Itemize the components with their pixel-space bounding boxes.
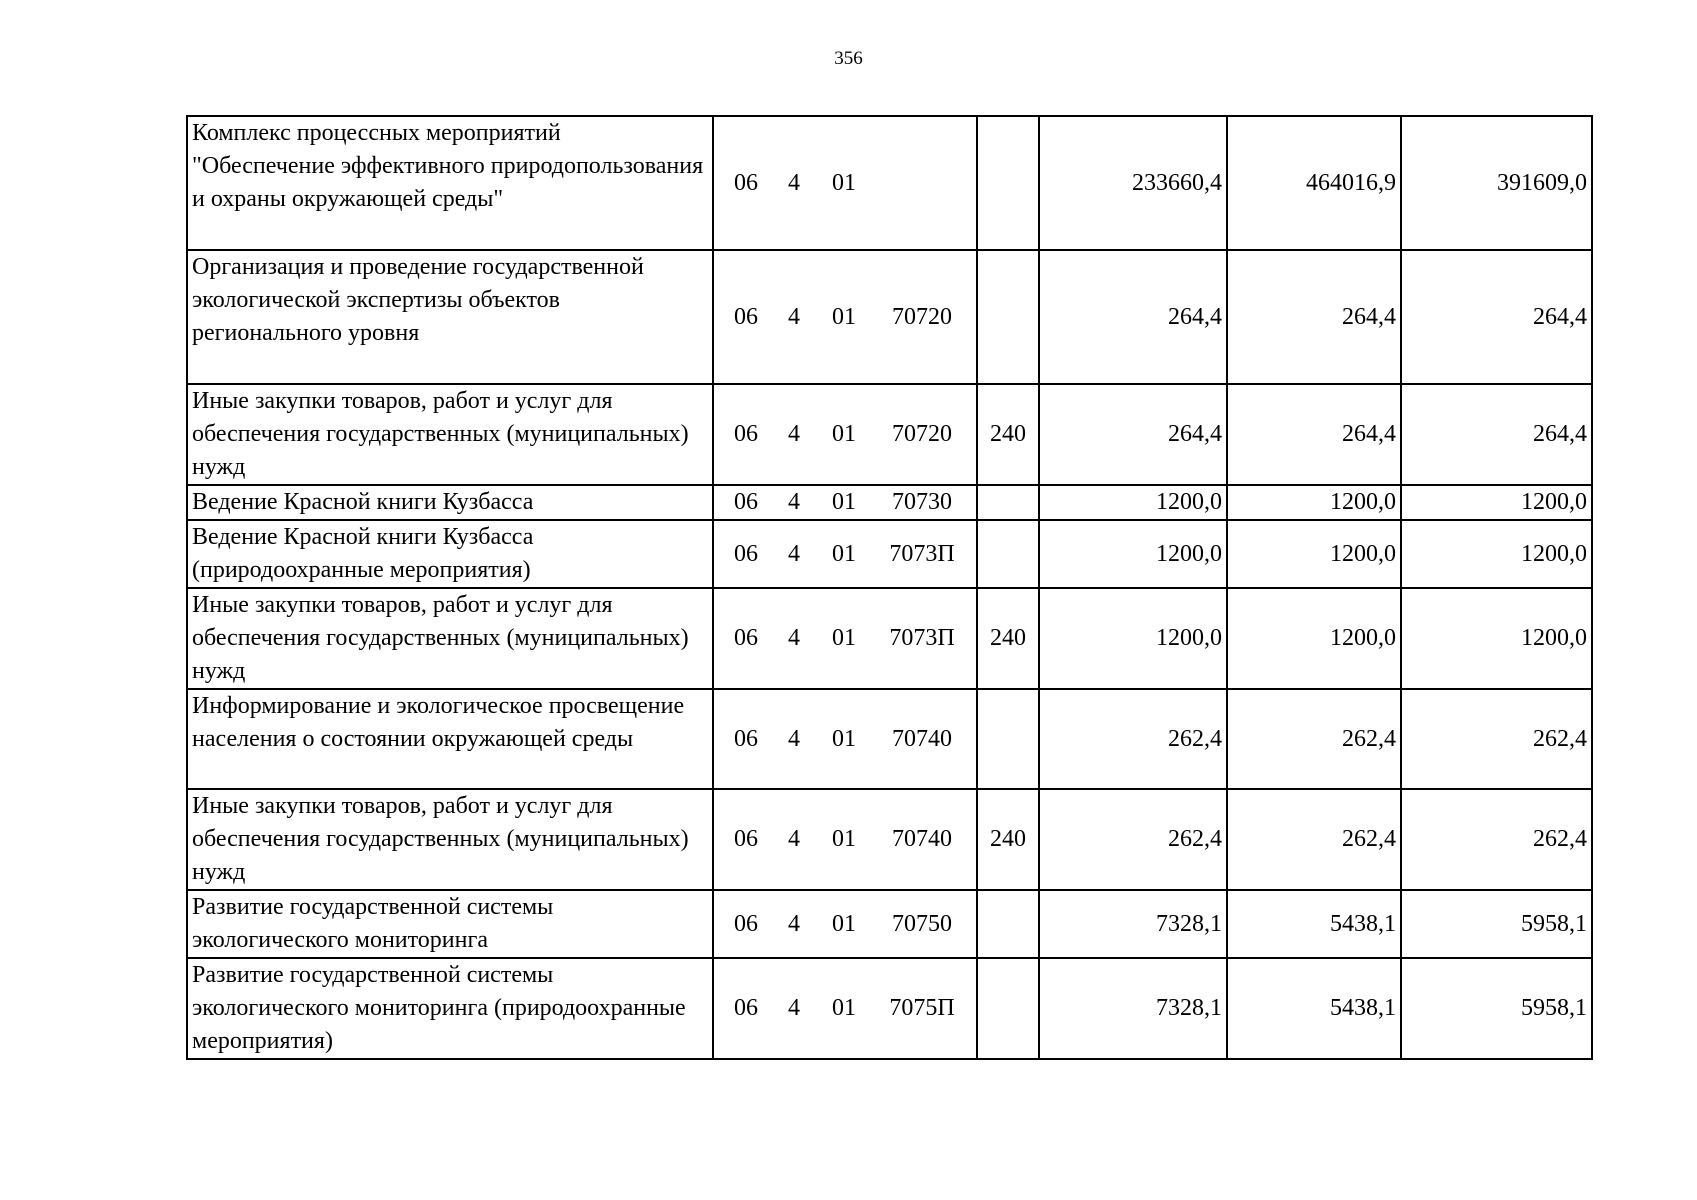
row-codes xyxy=(713,890,977,958)
row-codes xyxy=(713,588,977,689)
expense-type-code: 240 xyxy=(977,588,1039,689)
expense-type-code xyxy=(977,890,1039,958)
group-code: 01 xyxy=(832,625,856,651)
row-codes xyxy=(713,520,977,588)
amount-year-3: 1200,0 xyxy=(1401,588,1592,689)
amount-year-1: 262,4 xyxy=(1039,689,1227,789)
row-description: Организация и проведение государственной экологической экспертизы объектов регионального уровня xyxy=(187,250,713,384)
expense-type-code xyxy=(977,958,1039,1059)
expense-type-code: 240 xyxy=(977,789,1039,890)
expense-type-code xyxy=(977,689,1039,789)
row-codes xyxy=(713,958,977,1059)
group-code: 01 xyxy=(832,540,856,567)
table-row xyxy=(187,789,1592,890)
article-code: 70720 xyxy=(892,303,952,330)
amount-year-2: 264,4 xyxy=(1227,384,1401,485)
article-code: 70730 xyxy=(892,489,952,515)
amount-year-1: 262,4 xyxy=(1039,789,1227,890)
article-code: 70740 xyxy=(892,725,952,752)
amount-year-3: 391609,0 xyxy=(1401,116,1592,250)
subprogram-code: 4 xyxy=(788,725,800,752)
table-row xyxy=(187,588,1592,689)
amount-year-3: 5958,1 xyxy=(1401,890,1592,958)
row-description: Иные закупки товаров, работ и услуг для обеспечения государственных (муниципальных) нужд xyxy=(187,789,713,890)
section-code: 06 xyxy=(734,910,758,937)
group-code: 01 xyxy=(832,303,856,330)
row-description: Иные закупки товаров, работ и услуг для обеспечения государственных (муниципальных) нужд xyxy=(187,588,713,689)
amount-year-3: 264,4 xyxy=(1401,384,1592,485)
amount-year-2: 464016,9 xyxy=(1227,116,1401,250)
subprogram-code: 4 xyxy=(788,826,800,852)
amount-year-2: 1200,0 xyxy=(1227,485,1401,520)
subprogram-code: 4 xyxy=(788,540,800,567)
amount-year-2: 1200,0 xyxy=(1227,588,1401,689)
subprogram-code: 4 xyxy=(788,995,800,1021)
table-row xyxy=(187,520,1592,588)
amount-year-3: 5958,1 xyxy=(1401,958,1592,1059)
group-code: 01 xyxy=(832,169,856,196)
row-codes xyxy=(713,485,977,520)
expense-type-code xyxy=(977,250,1039,384)
table-row xyxy=(187,116,1592,250)
amount-year-3: 262,4 xyxy=(1401,689,1592,789)
amount-year-3: 262,4 xyxy=(1401,789,1592,890)
amount-year-1: 264,4 xyxy=(1039,384,1227,485)
subprogram-code: 4 xyxy=(788,489,800,515)
row-description: Ведение Красной книги Кузбасса xyxy=(187,485,713,520)
row-codes xyxy=(713,116,977,250)
expense-type-code xyxy=(977,116,1039,250)
budget-table xyxy=(186,115,1593,1060)
subprogram-code: 4 xyxy=(788,169,800,196)
article-code: 7073П xyxy=(889,625,955,651)
amount-year-1: 7328,1 xyxy=(1039,890,1227,958)
row-codes xyxy=(713,384,977,485)
budget-table-body xyxy=(187,116,1592,1059)
group-code: 01 xyxy=(832,995,856,1021)
row-description: Иные закупки товаров, работ и услуг для обеспечения государственных (муниципальных) нужд xyxy=(187,384,713,485)
table-row xyxy=(187,250,1592,384)
amount-year-2: 262,4 xyxy=(1227,689,1401,789)
page-number: 356 xyxy=(834,48,863,69)
amount-year-2: 5438,1 xyxy=(1227,890,1401,958)
group-code: 01 xyxy=(832,489,856,515)
section-code: 06 xyxy=(734,995,758,1021)
row-description: Ведение Красной книги Кузбасса (природоохранные мероприятия) xyxy=(187,520,713,588)
amount-year-2: 264,4 xyxy=(1227,250,1401,384)
subprogram-code: 4 xyxy=(788,303,800,330)
subprogram-code: 4 xyxy=(788,910,800,937)
row-codes xyxy=(713,689,977,789)
group-code: 01 xyxy=(832,421,856,447)
row-description: Информирование и экологическое просвещение населения о состоянии окружающей среды xyxy=(187,689,713,789)
section-code: 06 xyxy=(734,725,758,752)
row-codes xyxy=(713,789,977,890)
amount-year-1: 1200,0 xyxy=(1039,485,1227,520)
table-row xyxy=(187,958,1592,1059)
section-code: 06 xyxy=(734,540,758,567)
amount-year-3: 264,4 xyxy=(1401,250,1592,384)
amount-year-1: 233660,4 xyxy=(1039,116,1227,250)
amount-year-2: 1200,0 xyxy=(1227,520,1401,588)
article-code: 7073П xyxy=(889,540,955,567)
amount-year-1: 7328,1 xyxy=(1039,958,1227,1059)
amount-year-3: 1200,0 xyxy=(1401,520,1592,588)
amount-year-1: 1200,0 xyxy=(1039,520,1227,588)
amount-year-2: 262,4 xyxy=(1227,789,1401,890)
subprogram-code: 4 xyxy=(788,625,800,651)
amount-year-3: 1200,0 xyxy=(1401,485,1592,520)
group-code: 01 xyxy=(832,826,856,852)
row-description: Развитие государственной системы экологического мониторинга (природоохранные мероприятия) xyxy=(187,958,713,1059)
section-code: 06 xyxy=(734,625,758,651)
table-row xyxy=(187,890,1592,958)
article-code: 70720 xyxy=(892,421,952,447)
section-code: 06 xyxy=(734,489,758,515)
expense-type-code: 240 xyxy=(977,384,1039,485)
section-code: 06 xyxy=(734,421,758,447)
group-code: 01 xyxy=(832,910,856,937)
amount-year-1: 1200,0 xyxy=(1039,588,1227,689)
row-codes xyxy=(713,250,977,384)
expense-type-code xyxy=(977,485,1039,520)
amount-year-2: 5438,1 xyxy=(1227,958,1401,1059)
group-code: 01 xyxy=(832,725,856,752)
table-row xyxy=(187,384,1592,485)
amount-year-1: 264,4 xyxy=(1039,250,1227,384)
section-code: 06 xyxy=(734,826,758,852)
row-description: Комплекс процессных мероприятий "Обеспечение эффективного природопользования и охраны окружающей среды" xyxy=(187,116,713,250)
article-code: 70740 xyxy=(892,826,952,852)
section-code: 06 xyxy=(734,169,758,196)
table-row xyxy=(187,689,1592,789)
table-row xyxy=(187,485,1592,520)
section-code: 06 xyxy=(734,303,758,330)
article-code: 7075П xyxy=(889,995,955,1021)
expense-type-code xyxy=(977,520,1039,588)
row-description: Развитие государственной системы экологического мониторинга xyxy=(187,890,713,958)
subprogram-code: 4 xyxy=(788,421,800,447)
article-code: 70750 xyxy=(892,910,952,937)
